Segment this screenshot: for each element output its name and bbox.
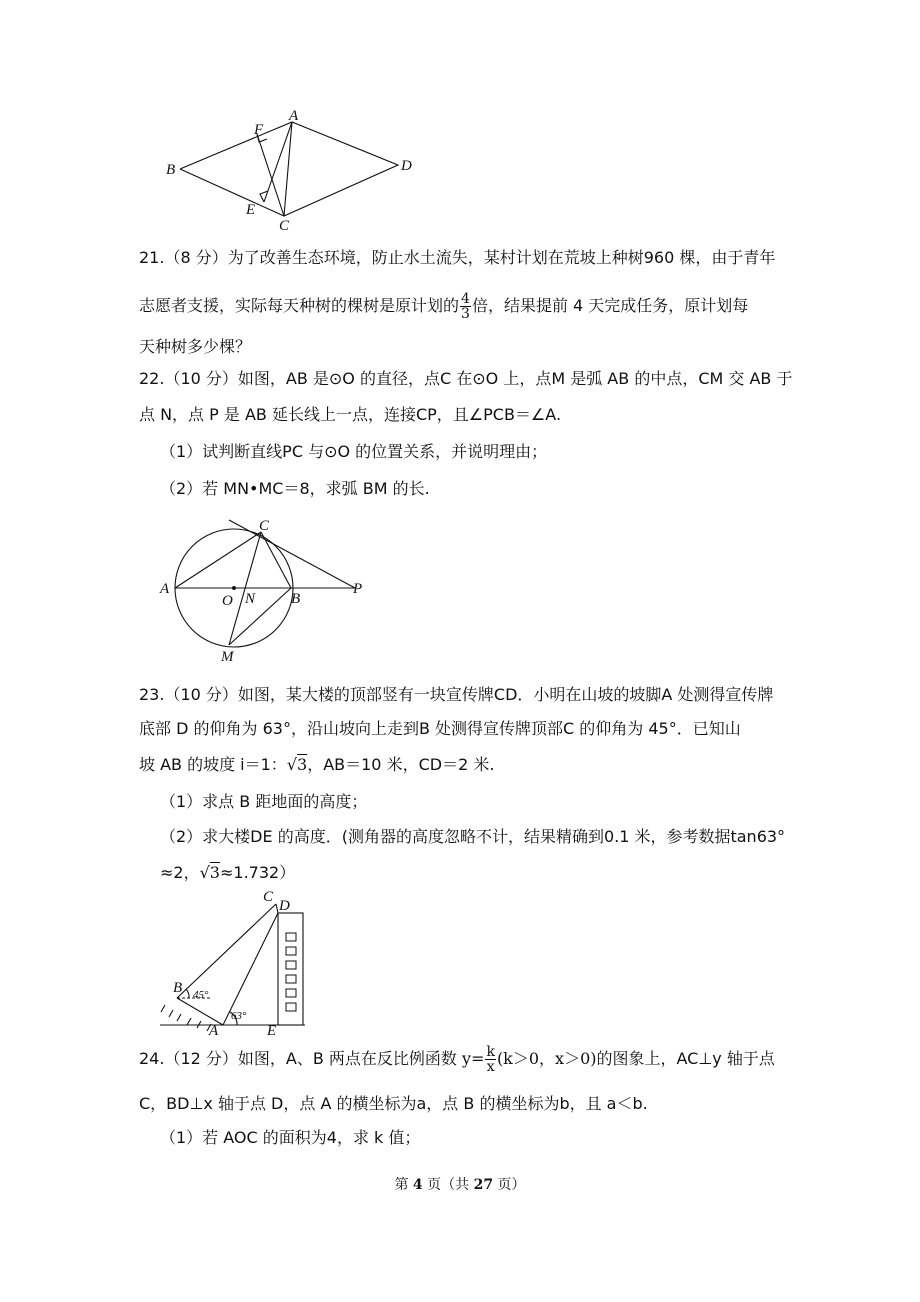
sqrt-symbol: √ bbox=[286, 755, 298, 774]
q24-line-1 bbox=[139, 1045, 775, 1074]
label-P: P bbox=[353, 581, 363, 597]
label-B: B bbox=[166, 162, 176, 178]
fraction-four-thirds: $\frac{4}{3}$ bbox=[461, 291, 470, 322]
angle-63-label: 63° bbox=[231, 1010, 247, 1022]
label-D: D bbox=[401, 158, 412, 174]
label-F: F bbox=[254, 122, 264, 138]
q22-sub-1: （1）试判断直线PC 与⊙O 的位置关系，并说明理由； bbox=[160, 442, 548, 461]
q21-line-2b: 倍，结果提前 4 天完成任务，原计划每 bbox=[471, 296, 749, 315]
label-M: M bbox=[221, 649, 234, 664]
q24-line-1a: 24.（12 分）如图，A、B 两点在反比例函数 bbox=[139, 1049, 462, 1068]
rhombus-figure bbox=[160, 108, 420, 236]
q23-sub-1: （1）求点 B 距地面的高度； bbox=[160, 792, 368, 811]
label-C: C bbox=[279, 218, 290, 234]
label-D: D bbox=[279, 898, 290, 914]
label-E: E bbox=[246, 202, 256, 218]
page-footer: 第 4 页（共 27 页） bbox=[394, 1177, 526, 1193]
fraction-k-over-x: $\frac{k}{x}$ bbox=[486, 1044, 495, 1075]
center-point-O bbox=[232, 586, 236, 590]
label-N: N bbox=[245, 591, 256, 607]
label-E: E bbox=[267, 1023, 277, 1036]
q23-line-3b: ，AB＝10 米，CD＝2 米. bbox=[307, 755, 495, 774]
label-A: A bbox=[160, 581, 170, 597]
q24-line-2: C，BD⊥x 轴于点 D，点 A 的横坐标为a，点 B 的横坐标为b，且 a＜b. bbox=[139, 1094, 648, 1113]
label-A: A bbox=[289, 108, 299, 124]
circle-figure bbox=[155, 512, 375, 664]
q22-line-2: 点 N，点 P 是 AB 延长线上一点，连接CP，且∠PCB＝∠A. bbox=[139, 405, 562, 424]
q23-line-3 bbox=[139, 754, 494, 776]
q23-sub-2b: ≈2，√3≈1.732） bbox=[160, 863, 296, 882]
building-figure bbox=[155, 888, 315, 1036]
q21-line-1: 21.（8 分）为了改善生态环境，防止水土流失，某村计划在荒坡上种树960 棵，由于青年 bbox=[139, 248, 776, 267]
label-B: B bbox=[173, 980, 183, 996]
q22-line-1: 22.（10 分）如图，AB 是⊙O 的直径，点C 在⊙O 上，点M 是弧 AB 的中点，CM 交 AB 于 bbox=[139, 369, 793, 388]
label-C: C bbox=[263, 889, 274, 905]
function-y: y= bbox=[462, 1049, 485, 1068]
q24-line-1b: 的图象上，AC⊥y 轴于点 bbox=[596, 1049, 775, 1068]
label-O: O bbox=[222, 593, 233, 609]
q23-sub-2: （2）求大楼DE 的高度．(测角器的高度忽略不计，结果精确到0.1 米，参考数据tan63° bbox=[160, 827, 786, 846]
sqrt-radicand: 3 bbox=[297, 755, 308, 774]
page-number: 4 bbox=[412, 1177, 423, 1193]
function-condition: (k＞0，x＞0) bbox=[496, 1049, 597, 1068]
q21-line-2a: 志愿者支援，实际每天种树的棵树是原计划的 bbox=[139, 296, 460, 315]
q23-line-3a: 坡 AB 的坡度 i＝1： bbox=[139, 755, 287, 774]
label-B: B bbox=[291, 591, 301, 607]
angle-45-label: 45° bbox=[193, 989, 209, 1001]
q24-sub-1: （1）若 AOC 的面积为4，求 k 值； bbox=[160, 1128, 421, 1147]
q21-line-2 bbox=[139, 292, 748, 321]
q21-line-3: 天种树多少棵？ bbox=[139, 337, 252, 356]
total-pages: 27 bbox=[473, 1177, 494, 1193]
label-C: C bbox=[259, 518, 270, 534]
q22-sub-2: （2）若 MN•MC＝8，求弧 BM 的长. bbox=[160, 479, 430, 498]
label-A: A bbox=[209, 1023, 219, 1036]
q23-line-2: 底部 D 的仰角为 63°，沿山坡向上走到B 处测得宣传牌顶部C 的仰角为 45°．已知山 bbox=[139, 719, 741, 738]
q23-line-1: 23.（10 分）如图，某大楼的顶部竖有一块宣传牌CD．小明在山坡的坡脚A 处测得宣传牌 bbox=[139, 685, 774, 704]
